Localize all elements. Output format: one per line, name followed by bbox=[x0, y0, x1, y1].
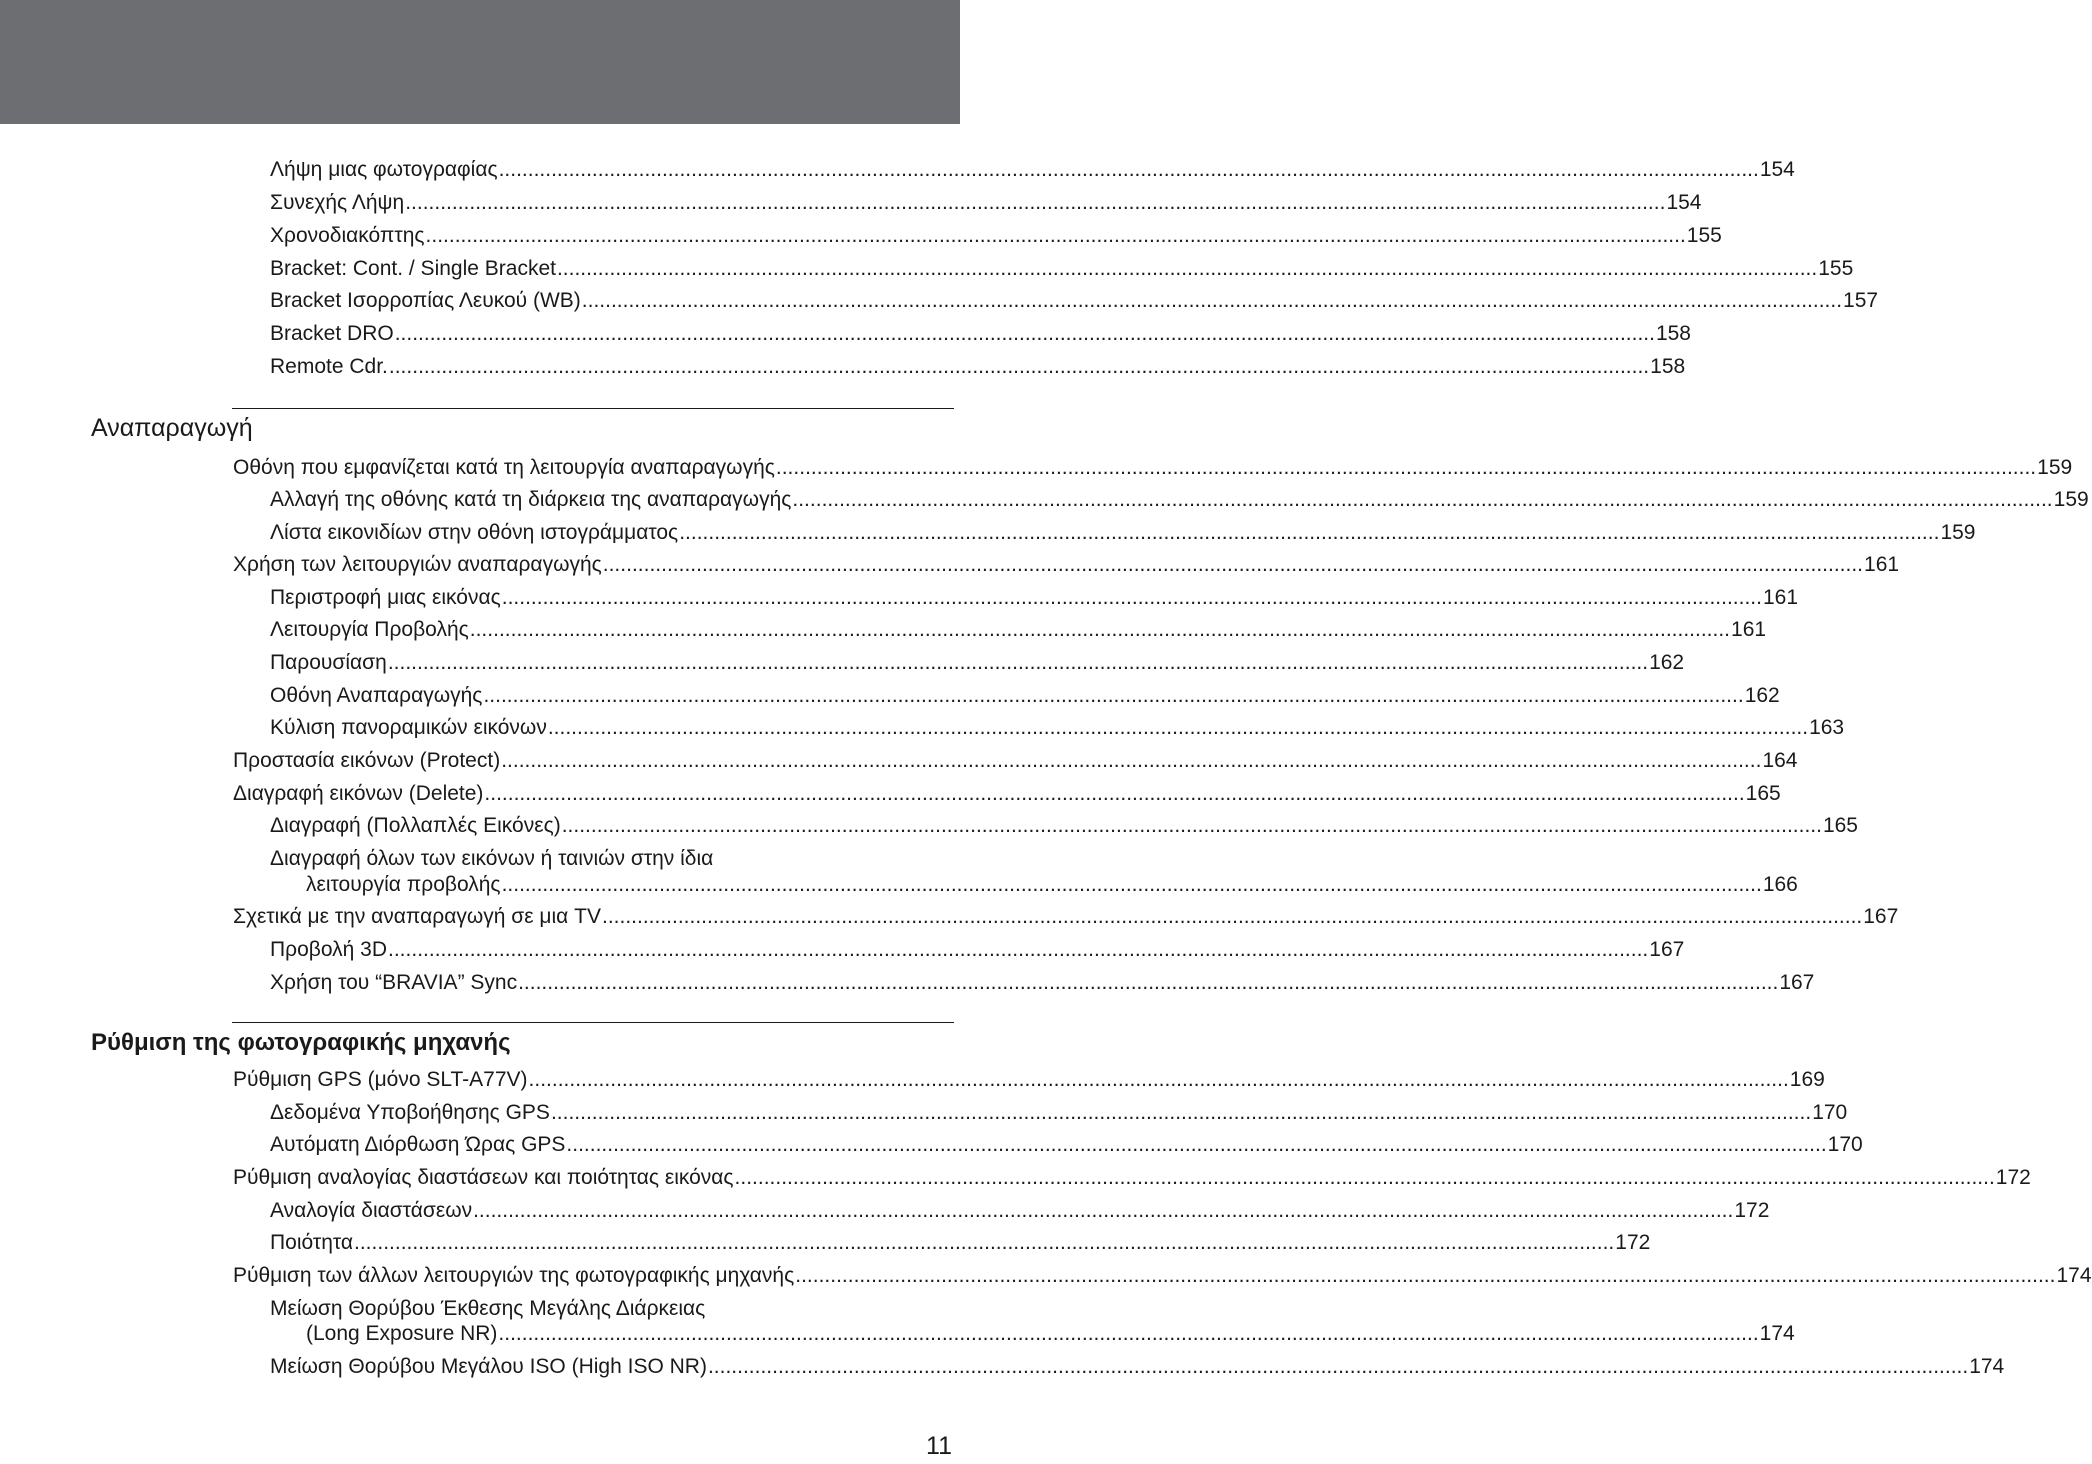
toc-entry-title: Bracket DRO bbox=[270, 322, 394, 345]
toc-entry-page: 155 bbox=[1818, 257, 1854, 280]
toc-entry[interactable] bbox=[233, 1068, 1825, 1092]
toc-entry-page: 169 bbox=[1789, 1068, 1825, 1091]
toc-entry-page: 158 bbox=[1650, 355, 1686, 378]
toc-entry-title: Μείωση Θορύβου Μεγάλου ISO (High ISO NR) bbox=[270, 1355, 707, 1378]
toc-entry-page: 174 bbox=[1969, 1355, 2005, 1378]
toc-entry-title-line1: Διαγραφή όλων των εικόνων ή ταινιών στην ίδια bbox=[270, 847, 714, 870]
toc-entry[interactable] bbox=[270, 355, 1686, 379]
toc-entry-page: 154 bbox=[1759, 158, 1795, 181]
dot-leader bbox=[354, 1231, 1614, 1255]
toc-entry[interactable] bbox=[270, 322, 1691, 346]
dot-leader bbox=[518, 971, 1778, 995]
dot-leader bbox=[792, 488, 2052, 512]
toc-entry[interactable] bbox=[233, 782, 1781, 806]
toc-entry-title: Κύλιση πανοραμικών εικόνων bbox=[270, 716, 547, 739]
toc-entry[interactable] bbox=[270, 488, 2089, 512]
dot-leader bbox=[499, 158, 1759, 182]
toc-entry-title: Ποιότητα bbox=[270, 1231, 354, 1254]
toc-entry-title: Λήψη μιας φωτογραφίας bbox=[270, 158, 498, 181]
dot-leader bbox=[470, 618, 1730, 642]
toc-entry-page: 170 bbox=[1812, 1101, 1848, 1124]
dot-leader bbox=[388, 651, 1648, 675]
toc-entry-title: Ρύθμιση αναλογίας διαστάσεων και ποιότητας εικόνας bbox=[233, 1166, 734, 1189]
toc-entry[interactable] bbox=[270, 618, 1767, 642]
toc-entry[interactable] bbox=[306, 1322, 1795, 1346]
dot-leader bbox=[389, 355, 1649, 379]
toc-entry-page: 155 bbox=[1686, 224, 1722, 247]
dot-leader bbox=[395, 322, 1655, 346]
toc-entry[interactable] bbox=[270, 1199, 1770, 1223]
toc-entry[interactable] bbox=[270, 1101, 1848, 1125]
dot-leader bbox=[498, 1322, 1758, 1346]
dot-leader bbox=[679, 521, 1939, 545]
toc-entry[interactable] bbox=[270, 684, 1780, 708]
section-rule bbox=[232, 408, 954, 409]
toc-entry-title-line1: Μείωση Θορύβου Έκθεσης Μεγάλης Διάρκειας bbox=[270, 1297, 706, 1320]
toc-entry-page: 172 bbox=[1734, 1199, 1770, 1222]
toc-entry-page: 167 bbox=[1649, 938, 1685, 961]
toc-entry-title: Προστασία εικόνων (Protect) bbox=[233, 749, 501, 772]
toc-entry-page: 164 bbox=[1762, 749, 1798, 772]
dot-leader bbox=[603, 553, 1863, 577]
dot-leader bbox=[502, 586, 1762, 610]
toc-entry-page: 170 bbox=[1827, 1133, 1863, 1156]
toc-entry-title: λειτουργία προβολής bbox=[306, 873, 501, 896]
toc-entry-page: 172 bbox=[1615, 1231, 1651, 1254]
page-number: 11 bbox=[926, 1432, 952, 1460]
toc-entry[interactable] bbox=[233, 1264, 2092, 1288]
dot-leader bbox=[388, 938, 1648, 962]
toc-entry[interactable] bbox=[233, 456, 2073, 480]
dot-leader bbox=[566, 1133, 1826, 1157]
toc-entry[interactable] bbox=[233, 749, 1798, 773]
dot-leader bbox=[501, 749, 1761, 773]
toc-entry[interactable] bbox=[270, 257, 1854, 281]
toc-entry-title: Χρήση των λειτουργιών αναπαραγωγής bbox=[233, 553, 602, 576]
toc-entry-title: Αλλαγή της οθόνης κατά τη διάρκεια της αναπαραγωγής bbox=[270, 488, 792, 511]
toc-entry-title: Διαγραφή (Πολλαπλές Εικόνες) bbox=[270, 814, 561, 837]
toc-entry[interactable] bbox=[270, 716, 1845, 740]
toc-entry-page: 159 bbox=[2053, 488, 2089, 511]
dot-leader bbox=[405, 191, 1665, 215]
toc-entry-title: Ρύθμιση GPS (μόνο SLT-A77V) bbox=[233, 1068, 528, 1091]
toc-entry-page: 161 bbox=[1762, 586, 1799, 609]
toc-entry-page: 154 bbox=[1666, 191, 1702, 214]
toc-entry-title: Σχετικά με την αναπαραγωγή σε μια TV bbox=[233, 905, 601, 928]
toc-entry-page: 162 bbox=[1744, 684, 1780, 707]
toc-entry[interactable] bbox=[270, 586, 1799, 610]
section-heading-camera-setup: Ρύθμιση της φωτογραφικής μηχανής bbox=[91, 1029, 511, 1056]
toc-entry-title: Δεδομένα Υποβοήθησης GPS bbox=[270, 1101, 550, 1124]
section-rule bbox=[232, 1022, 954, 1023]
toc-entry[interactable] bbox=[233, 905, 1899, 929]
dot-leader bbox=[708, 1355, 1968, 1379]
toc-entry[interactable] bbox=[270, 158, 1795, 182]
dot-leader bbox=[529, 1068, 1789, 1092]
toc-entry-title: Λειτουργία Προβολής bbox=[270, 618, 469, 641]
toc-entry[interactable] bbox=[270, 1133, 1863, 1157]
dot-leader bbox=[557, 257, 1817, 281]
toc-entry[interactable] bbox=[270, 1355, 2005, 1379]
toc-entry-title: Περιστροφή μιας εικόνας bbox=[270, 586, 501, 609]
dot-leader bbox=[551, 1101, 1811, 1125]
toc-entry-title: Οθόνη που εμφανίζεται κατά τη λειτουργία αναπαραγωγής bbox=[233, 456, 775, 479]
toc-entry-title: Bracket Ισορροπίας Λευκού (WB) bbox=[270, 289, 581, 312]
toc-entry[interactable] bbox=[270, 971, 1815, 995]
toc-entry-title: Αναλογία διαστάσεων bbox=[270, 1199, 473, 1222]
toc-entry-title: Bracket: Cont. / Single Bracket bbox=[270, 257, 556, 280]
toc-entry[interactable] bbox=[270, 651, 1685, 675]
toc-entry-title: (Long Exposure NR) bbox=[306, 1322, 498, 1345]
toc-entry-title: Χρονοδιακόπτης bbox=[270, 224, 425, 247]
toc-entry-page: 163 bbox=[1809, 716, 1845, 739]
dot-leader bbox=[602, 905, 1862, 929]
dot-leader bbox=[548, 716, 1808, 740]
dot-leader bbox=[776, 456, 2036, 480]
toc-entry-page: 162 bbox=[1649, 651, 1685, 674]
toc-entry[interactable] bbox=[233, 1166, 2031, 1190]
toc-entry-page: 161 bbox=[1731, 618, 1767, 641]
toc-entry-page: 159 bbox=[2037, 456, 2073, 479]
toc-entry[interactable] bbox=[270, 521, 1976, 545]
toc-entry-page: 158 bbox=[1655, 322, 1691, 345]
dot-leader bbox=[502, 873, 1762, 897]
toc-entry-title: Remote Cdr. bbox=[270, 355, 388, 378]
toc-entry-title: Συνεχής Λήψη bbox=[270, 191, 405, 214]
toc-entry-page: 165 bbox=[1745, 782, 1781, 805]
toc-entry-page: 174 bbox=[1759, 1322, 1795, 1345]
toc-entry[interactable] bbox=[270, 191, 1702, 215]
toc-entry[interactable] bbox=[270, 814, 1858, 838]
dot-leader bbox=[426, 224, 1686, 248]
toc-entry-page: 167 bbox=[1863, 905, 1899, 928]
toc-entry-title: Λίστα εικονιδίων στην οθόνη ιστογράμματος bbox=[270, 521, 679, 544]
toc-entry[interactable] bbox=[270, 224, 1722, 248]
dot-leader bbox=[484, 782, 1744, 806]
toc-entry[interactable] bbox=[233, 553, 1900, 577]
header-band bbox=[0, 0, 960, 124]
section-heading-playback: Αναπαραγωγή bbox=[91, 414, 253, 442]
dot-leader bbox=[483, 684, 1743, 708]
toc-entry[interactable] bbox=[270, 289, 1879, 313]
toc-entry-page: 174 bbox=[2056, 1264, 2092, 1287]
toc-entry-page: 157 bbox=[1843, 289, 1879, 312]
toc-entry-title: Οθόνη Αναπαραγωγής bbox=[270, 684, 483, 707]
dot-leader bbox=[582, 289, 1842, 313]
toc-entry-page: 172 bbox=[1995, 1166, 2031, 1189]
toc-entry[interactable] bbox=[270, 1231, 1651, 1255]
toc-entry[interactable] bbox=[306, 873, 1798, 897]
toc-entry-title: Παρουσίαση bbox=[270, 651, 387, 674]
toc-entry-page: 167 bbox=[1779, 971, 1815, 994]
toc-entry-title: Χρήση του “BRAVIA” Sync bbox=[270, 971, 518, 994]
dot-leader bbox=[795, 1264, 2055, 1288]
toc-entry-title: Αυτόματη Διόρθωση Ώρας GPS bbox=[270, 1133, 566, 1156]
toc-entry-page: 159 bbox=[1940, 521, 1976, 544]
dot-leader bbox=[735, 1166, 1995, 1190]
toc-entry-title: Διαγραφή εικόνων (Delete) bbox=[233, 782, 484, 805]
dot-leader bbox=[473, 1199, 1733, 1223]
toc-entry-title: Προβολή 3D bbox=[270, 938, 388, 961]
toc-entry[interactable] bbox=[270, 938, 1685, 962]
dot-leader bbox=[562, 814, 1822, 838]
toc-entry-title: Ρύθμιση των άλλων λειτουργιών της φωτογραφικής μηχανής bbox=[233, 1264, 795, 1287]
toc-entry-page: 165 bbox=[1822, 814, 1858, 837]
toc-entry-page: 166 bbox=[1762, 873, 1798, 896]
toc-entry-page: 161 bbox=[1864, 553, 1900, 576]
